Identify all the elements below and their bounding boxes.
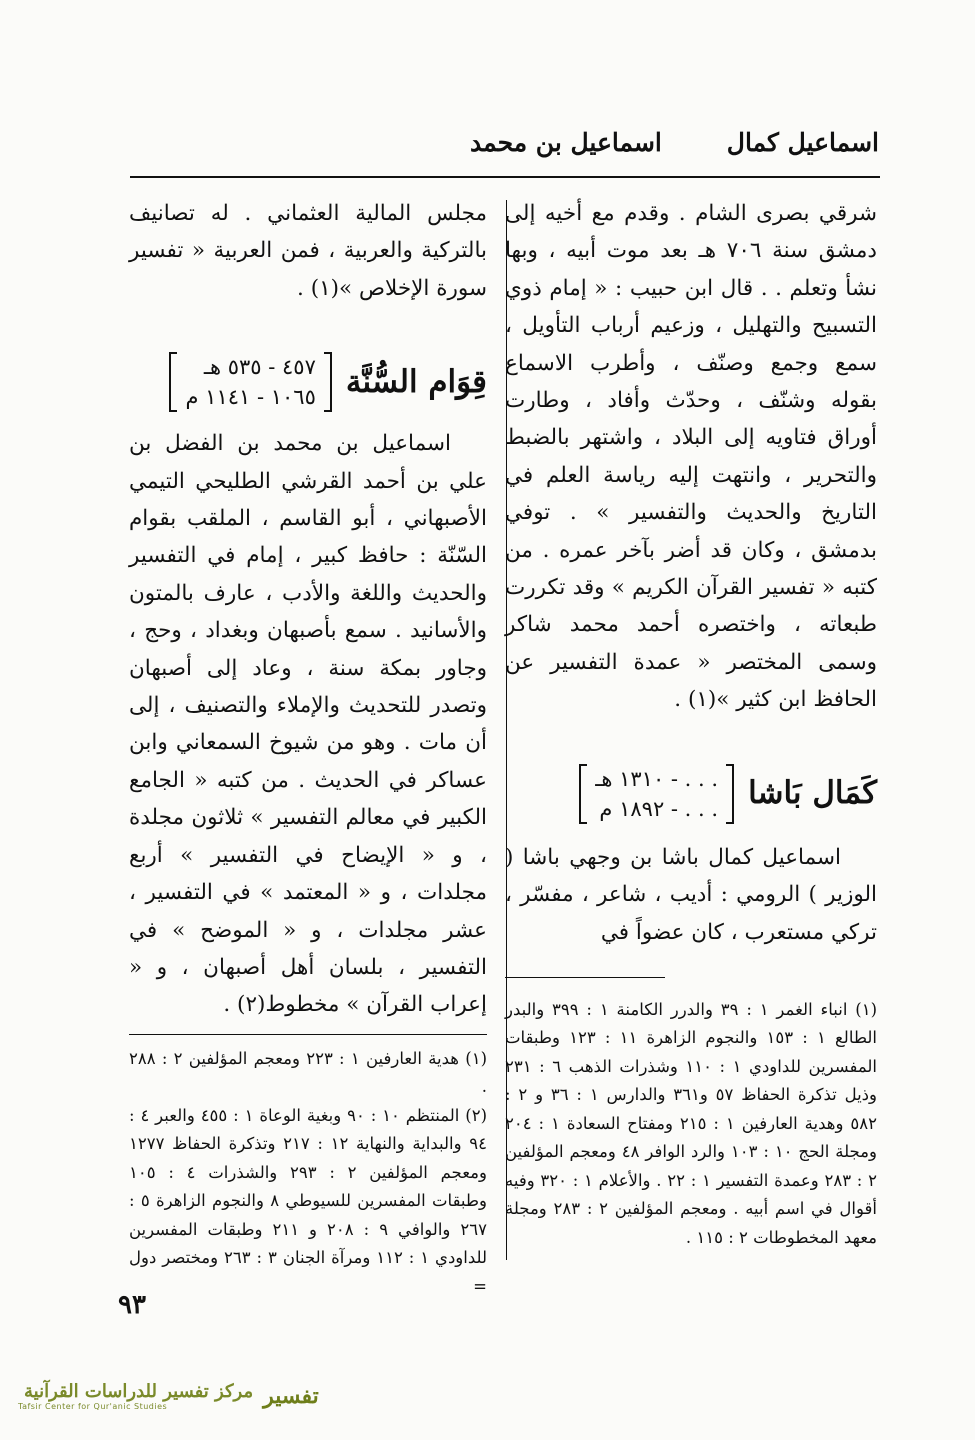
footnote-1: (١) انباء الغمر ١ : ٣٩ والدرر الكامنة ١ : ٣٩٩ والبدر الطالع ١ : ١٥٣ والنجوم الزاهرة ١١ : ١٢٣ وطبقات المفسرين للداودي ١ : ١١٠ وشذرات الذهب ٦ : ٢٣١ وذيل تذكرة الحفاظ ٥٧ و٣٦١ والدارس ١ : ٣٦ و ٢ : ٥٨٢ وهدية العارفين ١ : ٢١٥ ومفتاح السعادة ١ : ٢٠٤ ومجلة الحج ١٠ : ١٠٣ والرد الوافر ٤٨ ومعجم المؤلفين ٢ : ٢٨٣ وعمدة التفسير ١ : ٢٢ . والأعلام ١ : ٣٢٠ وفيه أقوال في اسم أبيه . ومعجم المؤلفين ٢ : ٢٨٣ ومجلة معهد المخطوطات ٢ : ١١٥ . [505, 999, 877, 1247]
logo-arabic-name: مركز تفسير للدراسات القرآنية [24, 1381, 254, 1402]
footnotes-left [129, 1045, 487, 1302]
entry-date-gregorian: ١٠٦٥ - ١١٤١ م [185, 385, 316, 410]
entry-body-text: اسماعيل بن محمد بن الفضل بن علي بن أحمد القرشي الطليحي التيمي الأصبهاني ، أبو القاسم ، الملقب بقوام السّنّة : حافظ كبير ، إمام في التفسير والحديث واللغة والأدب ، عارف بالمتون والأسانيد . سمع بأصبهان وبغداد ، وحج ، وجاور بمكة سنة ، وعاد إلى أصبهان وتصدر للتحديث والإملاء والتصنيف ، إلى أن مات . وهو من شيوخ السمعاني وابن عساكر في الحديث . من كتبه « الجامع الكبير في معالم التفسير » ثلاثون مجلدة ، و « الإيضاح في التفسير » أربع مجلدات ، و « المعتمد » في التفسير ، عشر مجلدات ، و « الموضح » في التفسير ، بلسان أهل أصبهان ، و « إعراب القرآن » مخطوط(٢) . [129, 431, 487, 1018]
header-rule [130, 176, 880, 178]
entry-continuation-text: شرقي بصرى الشام . وقدم مع أخيه إلى دمشق سنة ٧٠٦ هـ بعد موت أبيه ، وبها نشأ وتعلم . . قال ابن حبيب : « إمام ذوي التسبيح والتهليل ، وزعيم أرباب التأويل ، سمع وجمع وصنّف ، وأطرب الاسماع بقوله وشنّف ، وحدّث وأفاد ، وطارت أوراق فتاويه إلى البلاد ، واشتهر بالضبط والتحرير ، وانتهت إليه رياسة العلم في التاريخ والحديث والتفسير » . توفي بدمشق ، وكان قد أضر بآخر عمره . من كتبه « تفسير القرآن الكريم » وقد تكررت طبعاته ، واختصره أحمد محمد شاكر وسمى المختصر « عمدة التفسير عن الحافظ ابن كثير »(١) . [505, 201, 877, 713]
footnote-rule [129, 1034, 487, 1035]
footnotes-right [505, 996, 877, 1253]
publisher-logo [18, 1368, 319, 1424]
entry-continuation-text: مجلس المالية العثماني . له تصانيف بالتركية والعربية ، فمن العربية « تفسير سورة الإخلاص »(١) . [129, 201, 487, 301]
entry-date-hijri: ٤٥٧ - ٥٣٥ هـ [203, 355, 316, 380]
footnote-2: (٢) المنتظم ١٠ : ٩٠ وبغية الوعاة ١ : ٤٥٥ والعبر ٤ : ٩٤ والبداية والنهاية ١٢ : ٢١٧ وتذكرة الحفاظ ١٢٧٧ ومعجم المؤلفين ٢ : ٢٩٣ والشذرات ٤ : ١٠٥ وطبقات المفسرين للسيوطي ٨ والنجوم الزاهرة ٥ : ٢٦٧ والوافي ٩ : ٢٠٨ و ٢١١ وطبقات المفسرين للداودي ١ : ١١٢ ومرآة الجنان ٣ : ٢٦٣ ومختصر دول = [129, 1105, 488, 1296]
entry-heading-kamal-basha [505, 759, 877, 829]
entry-dates-bracket [579, 764, 734, 824]
entry-date-gregorian: . . . - ١٨٩٢ م [599, 796, 719, 821]
logo-wordmark: تفسير [263, 1383, 319, 1409]
entry-title: كَمَال بَاشا [748, 774, 877, 811]
entry-date-hijri: . . . - ١٣١٠ هـ [595, 766, 719, 791]
entry-body-text: اسماعيل كمال باشا بن وجهي باشا ( الوزير ) الرومي : أديب ، شاعر ، مفسّر ، تركي مستعرب ، كان عضواً في [505, 844, 877, 945]
footnote-1: (١) هدية العارفين ١ : ٢٢٣ ومعجم المؤلفين ٢ : ٢٨٨ . [129, 1048, 487, 1097]
running-header-left: اسماعيل بن محمد [470, 128, 662, 157]
entry-heading-qiwam-al-sunna [129, 347, 487, 417]
entry-title: قِوَام السُّنَّة [345, 363, 487, 400]
page-number: ٩٣ [118, 1290, 146, 1320]
logo-english-name: Tafsir Center for Qur'anic Studies [18, 1402, 168, 1411]
entry-dates-bracket [169, 352, 331, 412]
right-column [505, 195, 877, 1252]
left-column [129, 195, 487, 1301]
running-header-right: اسماعيل كمال [726, 128, 879, 157]
logo-text-block [18, 1381, 253, 1411]
footnote-rule [505, 977, 665, 978]
